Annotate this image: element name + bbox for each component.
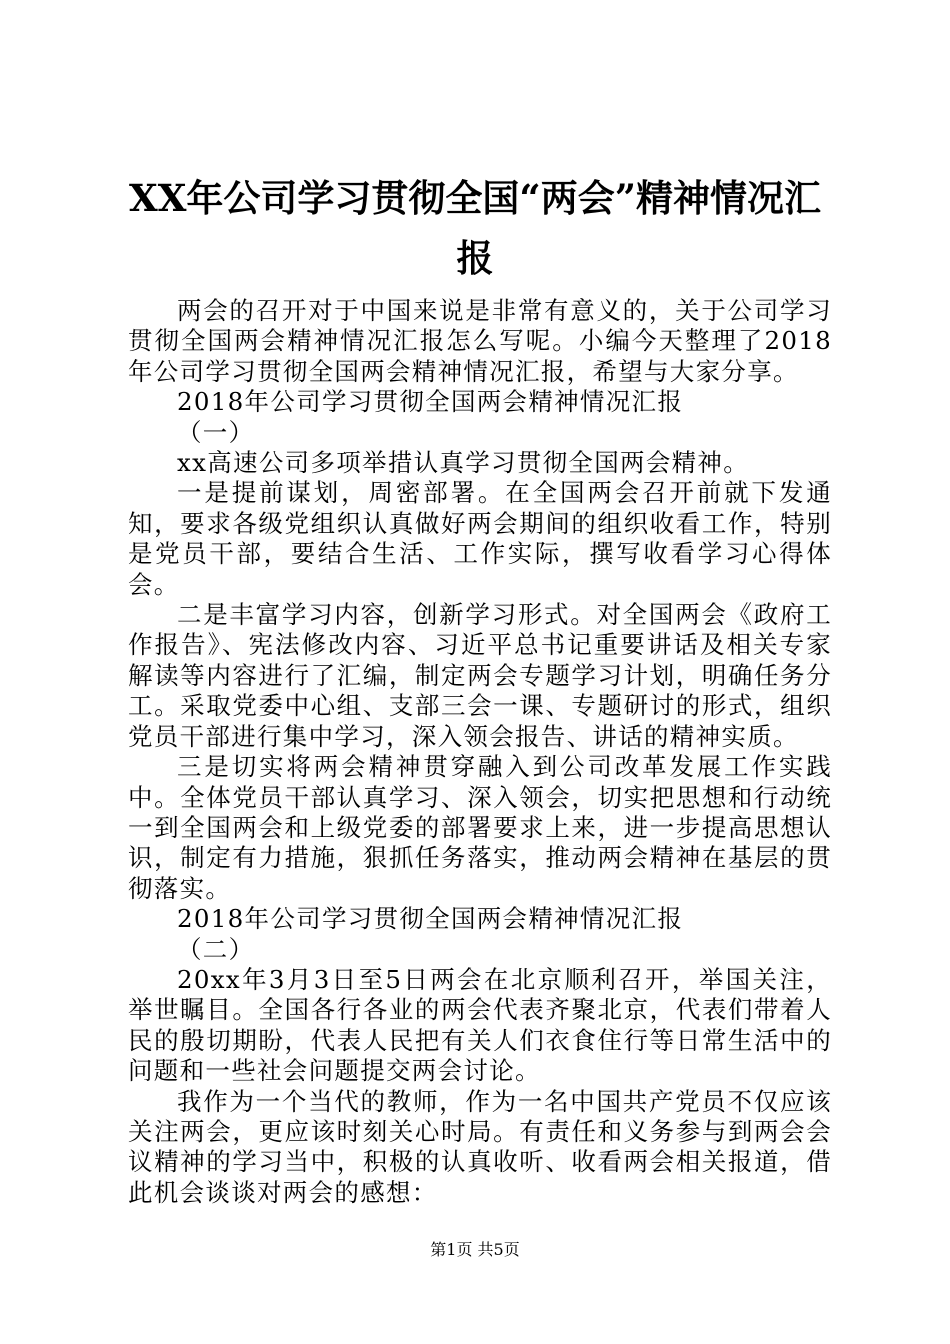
section-number: （二） — [177, 934, 255, 964]
body-paragraph: 二是丰富学习内容，创新学习形式。对全国两会《政府工作报告》、宪法修改内容、习近平总书记重要讲话及相关专家解读等内容进行了汇编，制定两会专题学习计划，明确任务分工。采取党委中心组、支部三会一课、专题研讨的形式，组织党员干部进行集中学习，深入领会报告、讲话的精神实质。 — [128, 600, 832, 751]
body-paragraph: 三是切实将两会精神贯穿融入到公司改革发展工作实践中。全体党员干部认真学习、深入领会，切实把思想和行动统一到全国两会和上级党委的部署要求上来，进一步提高思想认识，制定有力措施，狠抓任务落实，推动两会精神在基层的贯彻落实。 — [128, 752, 832, 903]
intro-paragraph: 两会的召开对于中国来说是非常有意义的，关于公司学习贯彻全国两会精神情况汇报怎么写呢。小编今天整理了2018年公司学习贯彻全国两会精神情况汇报，希望与大家分享。 — [128, 296, 832, 386]
section-number: （一） — [177, 417, 255, 447]
document-body — [128, 296, 832, 1208]
body-paragraph: 我作为一个当代的教师，作为一名中国共产党员不仅应该关注两会，更应该时刻关心时局。有责任和义务参与到两会会议精神的学习当中，积极的认真收听、收看两会相关报道，借此机会谈谈对两会的感想： — [128, 1086, 832, 1207]
section-heading: 2018年公司学习贯彻全国两会精神情况汇报 — [177, 904, 684, 934]
body-paragraph: 一是提前谋划，周密部署。在全国两会召开前就下发通知，要求各级党组织认真做好两会期间的组织收看工作，特别是党员干部，要结合生活、工作实际，撰写收看学习心得体会。 — [128, 478, 832, 599]
body-paragraph: xx高速公司多项举措认真学习贯彻全国两会精神。 — [177, 448, 750, 478]
page-footer: 第1页 共5页 — [430, 1240, 520, 1259]
document-title: XX年公司学习贯彻全国“两会”精神情况汇报 — [129, 176, 821, 280]
body-paragraph: 20xx年3月3日至5日两会在北京顺利召开，举国关注，举世瞩目。全国各行各业的两会代表齐聚北京，代表们带着人民的殷切期盼，代表人民把有关人们衣食住行等日常生活中的问题和一些社会问题提交两会讨论。 — [128, 964, 832, 1086]
section-heading: 2018年公司学习贯彻全国两会精神情况汇报 — [177, 387, 684, 417]
